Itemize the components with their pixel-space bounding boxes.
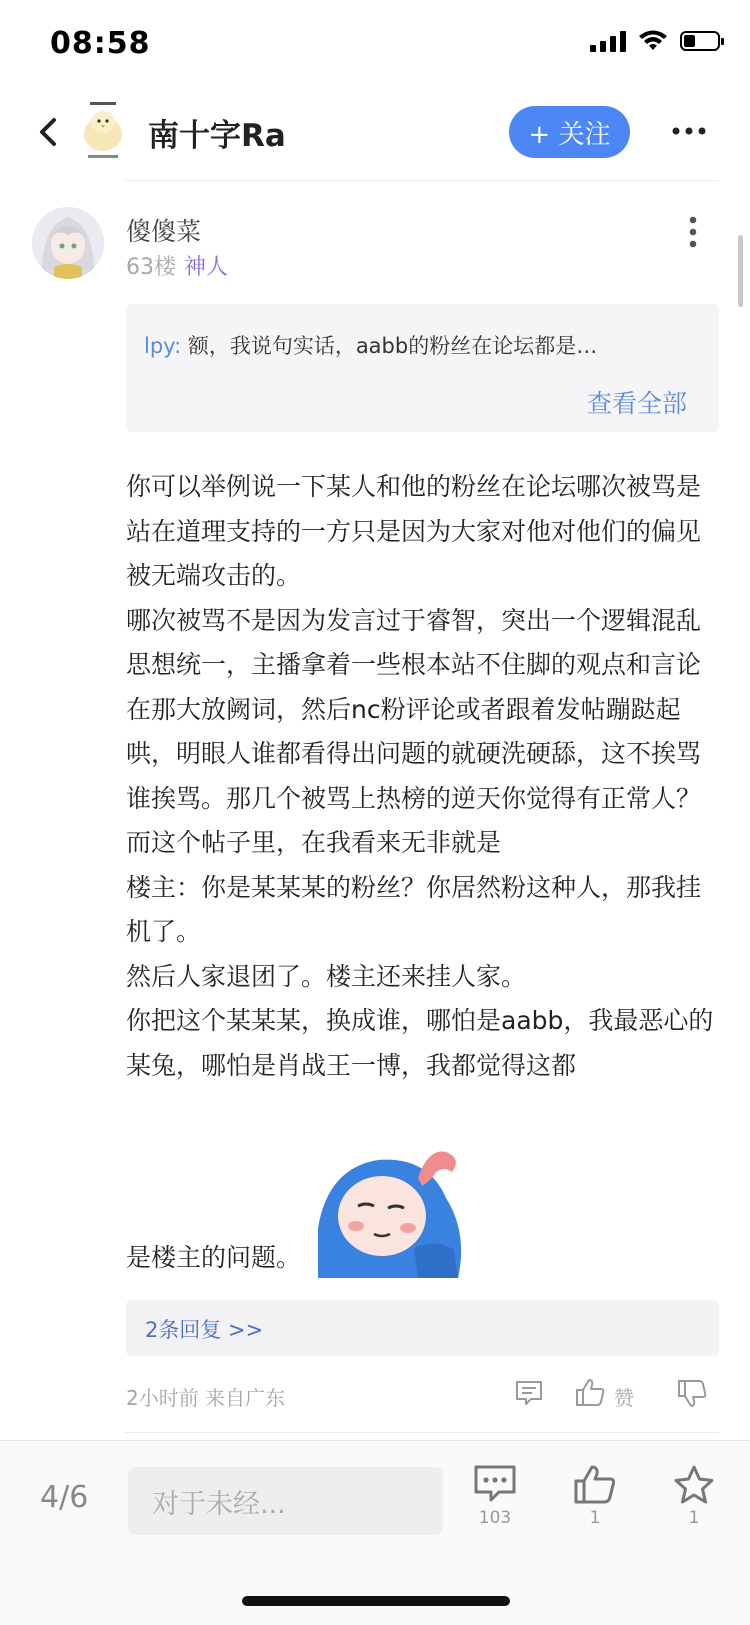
quoted-reply-user[interactable]: lpy:: [144, 334, 182, 358]
post-paragraph: 你可以举例说一下某人和他的粉丝在论坛哪次被骂是站在道理支持的一方只是因为大家对他对他们的偏见被无端攻击的。: [126, 472, 702, 590]
post-username[interactable]: 傻傻菜: [126, 217, 202, 246]
follow-button-label: + 关注: [528, 119, 611, 150]
post-paragraph: 哪次被骂不是因为发言过于睿智，突出一个逻辑混乱思想统一，主播拿着一些根本站不住脚的观点和言论在那大放阙词，然后nc粉评论或者跟着发帖蹦跶起哄，明眼人谁都看得出问题的就硬洗硬舔，这不挨骂谁挨骂。那几个被骂上热榜的逆天你觉得有正常人？: [126, 605, 702, 813]
blue-character-sticker: [318, 1138, 470, 1278]
more-horizontal-icon[interactable]: [672, 126, 706, 136]
likes-count: 1: [589, 1508, 601, 1528]
status-time: 08:58: [50, 26, 151, 61]
favorites-count: 1: [688, 1508, 700, 1528]
quoted-reply-text: [144, 330, 597, 360]
quoted-reply-content: 额，我说句实话，aabb的粉丝在论坛都是…: [181, 334, 598, 358]
like-button[interactable]: [565, 1464, 625, 1528]
post-paragraph: 你把这个某某某，换成谁，哪怕是aabb，我最恶心的某兔，哪怕是肖战王一博，我都觉得这都: [126, 1006, 714, 1080]
star-icon: [672, 1464, 716, 1504]
header-divider: [124, 180, 719, 181]
floor-info: [126, 250, 228, 281]
favorite-button[interactable]: [664, 1464, 724, 1528]
user-avatar[interactable]: [32, 207, 104, 279]
thumbs-down-icon[interactable]: [676, 1378, 708, 1410]
anime-avatar-image: [32, 207, 104, 279]
home-indicator[interactable]: [242, 1596, 510, 1606]
comments-icon: [473, 1464, 517, 1504]
user-rank-badge: 神人: [184, 255, 229, 280]
chevron-left-icon[interactable]: [34, 112, 62, 152]
comment-icon[interactable]: [514, 1378, 544, 1408]
follow-button[interactable]: [509, 106, 630, 158]
thumbs-up-icon: [573, 1464, 617, 1504]
floor-number: 63楼: [126, 255, 176, 280]
reply-input[interactable]: [128, 1467, 443, 1535]
comments-button[interactable]: [465, 1464, 525, 1528]
like-label[interactable]: 赞: [614, 1386, 634, 1410]
post-body: [126, 465, 722, 1088]
view-all-link[interactable]: 查看全部: [587, 389, 688, 418]
post-paragraph: 而这个帖子里，在我看来无非就是: [126, 828, 502, 857]
status-icons: [590, 30, 720, 52]
post-paragraph: 然后人家退团了。楼主还来挂人家。: [126, 961, 527, 991]
comments-count: 103: [478, 1508, 512, 1528]
more-vertical-icon[interactable]: [688, 216, 698, 248]
page-title: 南十字Ra: [148, 118, 286, 154]
wifi-icon: [638, 30, 668, 52]
header-avatar[interactable]: [78, 100, 128, 162]
cellular-signal-icon: [590, 30, 626, 52]
thumbs-up-icon[interactable]: [574, 1376, 606, 1408]
view-replies-link[interactable]: 2条回复 >>: [145, 1318, 264, 1342]
post-meta: 2小时前 来自广东: [126, 1386, 286, 1410]
chick-avatar-image: [78, 100, 128, 162]
post-paragraph-last: 是楼主的问题。: [126, 1243, 302, 1272]
battery-icon: [680, 31, 720, 51]
reply-input-placeholder: 对于未经...: [152, 1488, 286, 1520]
post-paragraph: 楼主：你是某某某的粉丝？你居然粉这种人，那我挂机了。: [126, 872, 702, 946]
page-indicator[interactable]: 4/6: [40, 1480, 89, 1515]
post-divider: [124, 1432, 719, 1433]
scrollbar[interactable]: [738, 235, 743, 307]
